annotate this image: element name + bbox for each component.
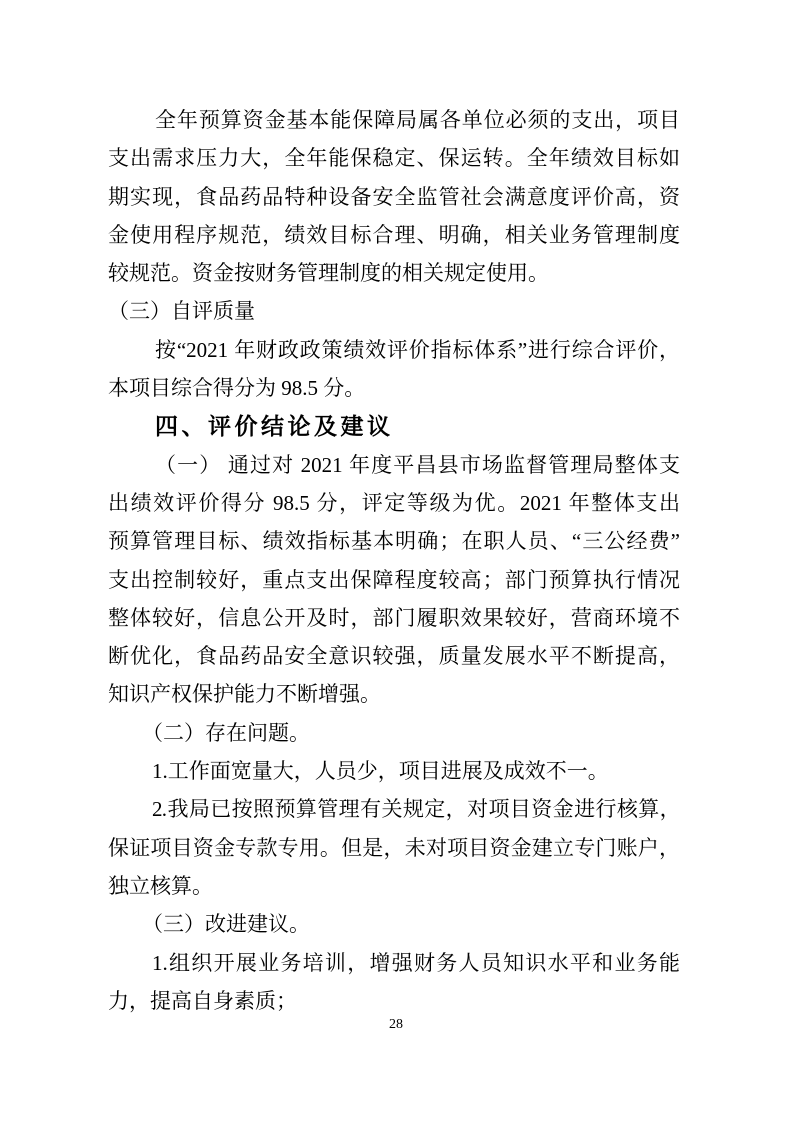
text-line: 较规范。资金按财务管理制度的相关规定使用。: [108, 261, 549, 286]
subheading-suggestions: [108, 905, 680, 943]
text-line: 保证项目资金专款专用。但是，未对项目资金建立专门账户，: [108, 835, 680, 860]
text-line: 按“2021 年财政政策绩效评价指标体系”进行综合评价，: [155, 337, 680, 362]
text-line: 知识产权保护能力不断增强。: [108, 682, 381, 707]
subheading-text: （二）存在问题。: [142, 720, 310, 745]
text-line: 1.组织开展业务培训，增强财务人员知识水平和业务能: [152, 950, 680, 975]
subheading-problems: [108, 714, 680, 752]
section-heading-conclusion: [108, 407, 680, 445]
text-line: 期实现，食品药品特种设备安全监管社会满意度评价高，资: [108, 184, 680, 209]
text-line: 本项目综合得分为 98.5 分。: [108, 376, 366, 401]
text-line: 支出控制较好，重点支出保障程度较高；部门预算执行情况: [108, 567, 680, 592]
subheading-self-eval-quality: [108, 292, 680, 330]
subheading-text: （三）自评质量: [108, 299, 255, 324]
text-line: 独立核算。: [108, 873, 213, 898]
para-problem-1: [108, 752, 680, 790]
text-line: 力，提高自身素质；: [108, 988, 297, 1013]
para-self-eval-score: [108, 331, 680, 408]
text-block: [108, 101, 680, 1020]
para-budget-overview: [108, 101, 680, 292]
subheading-text: （三）改进建议。: [142, 912, 310, 937]
para-conclusion: [108, 446, 680, 714]
section-heading-text: 四、评价结论及建议: [155, 413, 394, 440]
text-line: 金使用程序规范，绩效目标合理、明确，相关业务管理制度: [108, 222, 680, 247]
text-line: 断优化，食品药品安全意识较强，质量发展水平不断提高，: [108, 644, 680, 669]
text-line: 预算管理目标、绩效指标基本明确；在职人员、“三公经费”: [108, 529, 680, 554]
para-suggestion-1: [108, 944, 680, 1021]
text-line: （一） 通过对 2021 年度平昌县市场监督管理局整体支: [155, 452, 680, 477]
para-problem-2: [108, 790, 680, 905]
text-line: 全年预算资金基本能保障局属各单位必须的支出，项目: [155, 108, 680, 132]
text-line: 整体较好，信息公开及时，部门履职效果较好，营商环境不: [108, 605, 680, 630]
page-number: 28: [389, 1017, 403, 1032]
text-line: 出绩效评价得分 98.5 分，评定等级为优。2021 年整体支出: [108, 490, 680, 515]
text-line: 支出需求压力大，全年能保稳定、保运转。全年绩效目标如: [108, 146, 680, 171]
text-line: 2.我局已按照预算管理有关规定，对项目资金进行核算，: [152, 797, 680, 822]
text-line: 1.工作面宽量大，人员少，项目进展及成效不一。: [152, 759, 609, 784]
